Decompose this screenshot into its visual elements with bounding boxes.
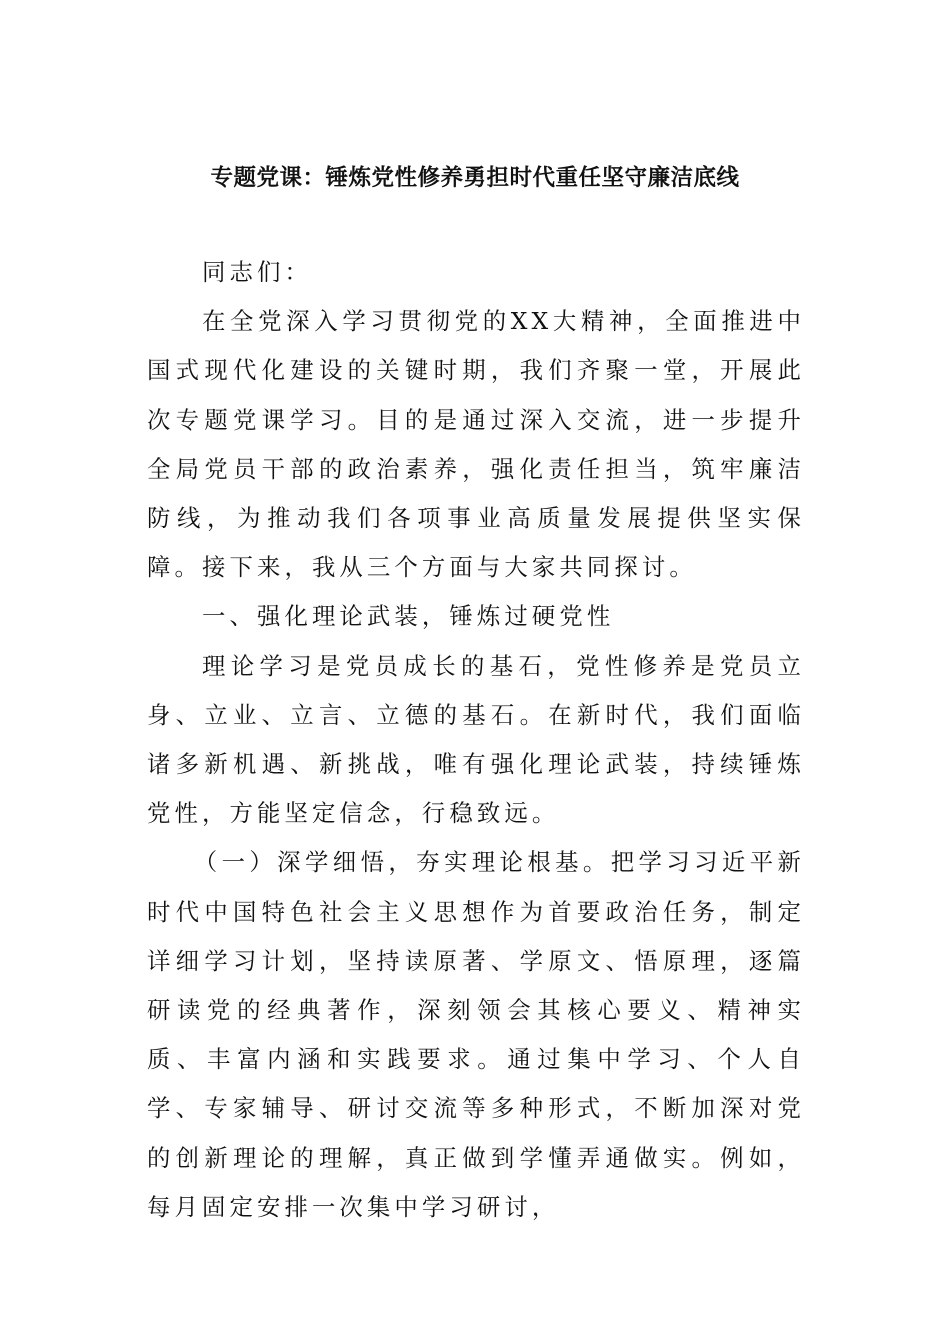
intro-paragraph: 在全党深入学习贯彻党的XX大精神，全面推进中国式现代化建设的关键时期，我们齐聚一堂，开展此次专题党课学习。目的是通过深入交流，进一步提升全局党员干部的政治素养，强化责任担当，筑牢廉洁防线，为推动我们各项事业高质量发展提供坚实保障。接下来，我从三个方面与大家共同探讨。: [147, 307, 805, 582]
salutation: 同志们：: [201, 258, 312, 286]
section-heading: 一、强化理论武装，锤炼过硬党性: [201, 602, 615, 631]
document-title: 专题党课：锤炼党性修养勇担时代重任坚守廉洁底线: [210, 165, 740, 191]
section-paragraph: 理论学习是党员成长的基石，党性修养是党员立身、立业、立言、立德的基石。在新时代，我们面临诸多新机遇、新挑战，唯有强化理论武装，持续锤炼党性，方能坚定信念，行稳致远。: [147, 651, 805, 828]
document-body: [147, 248, 805, 1232]
subsection-paragraph: （一）深学细悟，夯实理论根基。把学习习近平新时代中国特色社会主义思想作为首要政治任务，制定详细学习计划，坚持读原著、学原文、悟原理，逐篇研读党的经典著作，深刻领会其核心要义、精神实质、丰富内涵和实践要求。通过集中学习、个人自学、专家辅导、研讨交流等多种形式，不断加深对党的创新理论的理解，真正做到学懂弄通做实。例如，每月固定安排一次集中学习研讨，: [147, 848, 805, 1221]
